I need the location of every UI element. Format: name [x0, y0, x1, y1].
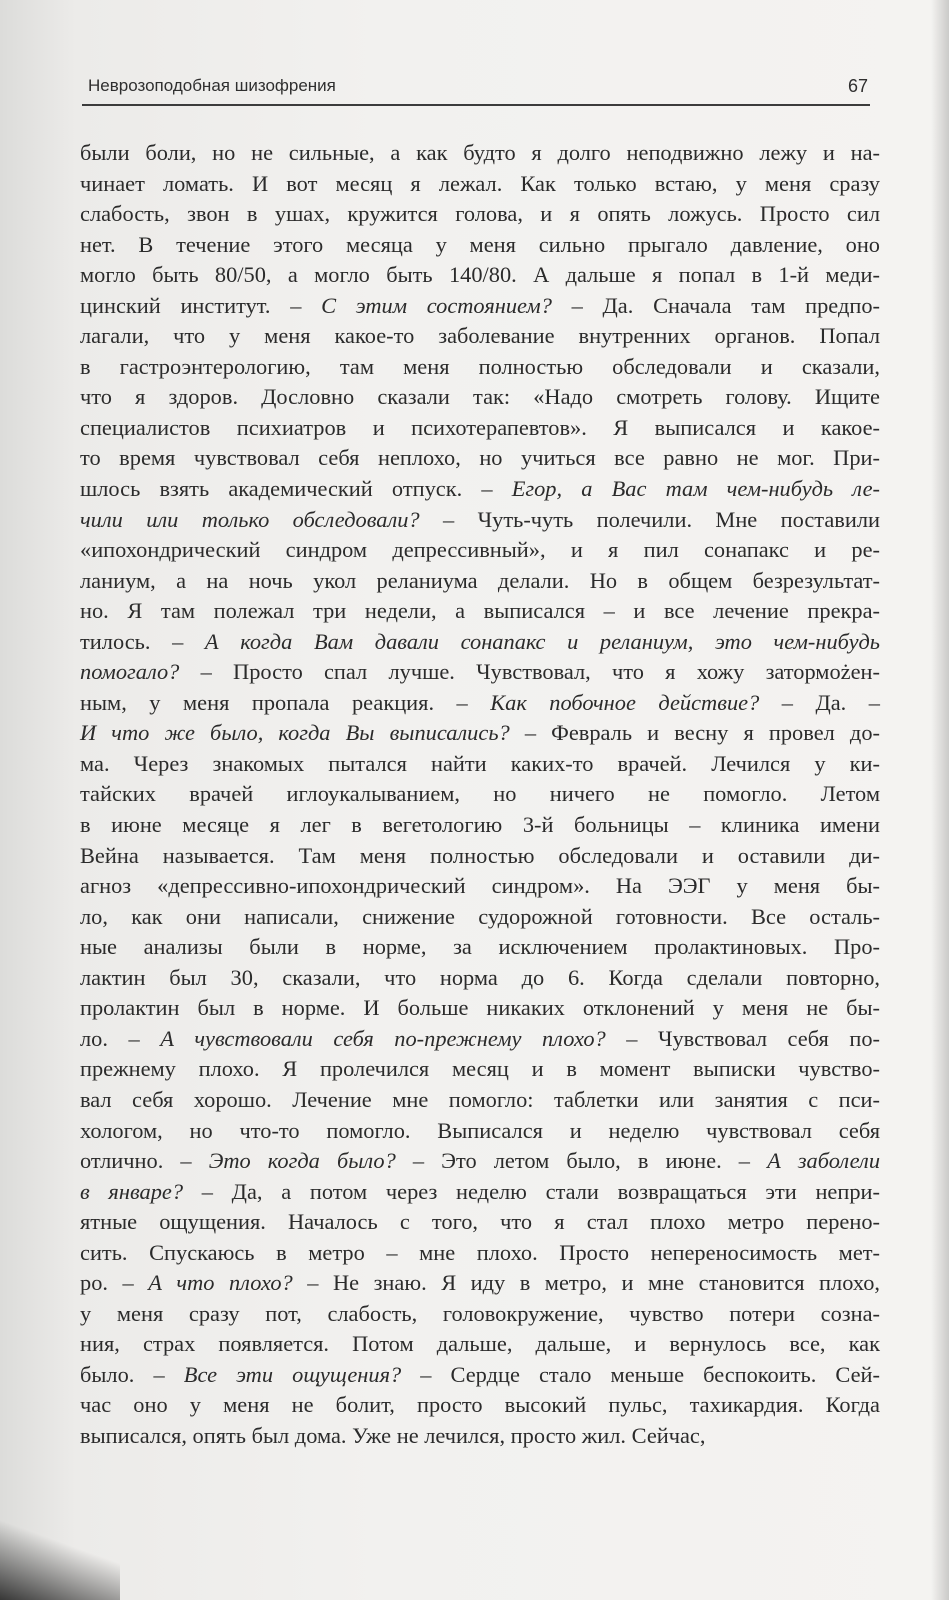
text-line [80, 443, 880, 474]
text-segment: что я здоров. Дословно сказали так: «Надо смотреть голову. Ищите [80, 384, 880, 410]
text-line [80, 657, 880, 688]
text-line [80, 230, 880, 261]
text-segment: в июне месяце я лег в вегетологию 3-й больницы – клиника имени [80, 812, 880, 838]
text-segment: цинский институт. – [80, 292, 322, 318]
text-segment: выписался, опять был дома. Уже не лечился, просто жил. Сейчас, [80, 1422, 706, 1448]
interviewer-question: Все эти ощущения? [183, 1361, 402, 1387]
text-segment: шлось взять академический отпуск. – [80, 476, 512, 502]
text-segment: ным, у меня пропала реакция. – [80, 689, 491, 715]
text-segment: час оно у меня не болит, просто высокий пульс, тахикардия. Когда [80, 1392, 880, 1418]
interviewer-question: А что плохо? [148, 1270, 293, 1296]
text-line [80, 1146, 880, 1177]
text-segment: чинает ломать. И вот месяц я лежал. Как только встаю, у меня сразу [80, 170, 880, 196]
text-line [80, 413, 880, 444]
text-segment: нет. В течение этого месяца у меня сильно прыгало давление, оно [80, 231, 880, 257]
text-line [80, 138, 880, 169]
body-text [80, 138, 880, 1452]
text-segment: – Да, а потом через неделю стали возвращаться эти непри- [183, 1178, 880, 1204]
text-line [80, 1299, 880, 1330]
text-line [80, 1085, 880, 1116]
text-line [80, 474, 880, 505]
text-segment: ланиум, а на ночь укол реланиума делали. Но в общем безрезультат- [80, 567, 880, 593]
text-line [80, 321, 880, 352]
text-segment: – Чувствовал себя по- [605, 1025, 880, 1051]
page-edge-shadow [931, 0, 949, 1600]
text-line [80, 1390, 880, 1421]
page-number: 67 [847, 76, 868, 96]
text-segment: – Да. – [759, 689, 880, 715]
text-line [80, 505, 880, 536]
text-line [80, 749, 880, 780]
text-segment: лактин был 30, сказали, что норма до 6. Когда сделали повторно, [80, 964, 880, 990]
text-segment: сить. Спускаюсь в метро – мне плохо. Просто непереносимость мет- [80, 1239, 880, 1265]
interviewer-question: А когда Вам давали сонапакс и реланиум, это чем-нибудь [204, 628, 880, 654]
text-segment: вал себя хорошо. Лечение мне помогло: таблетки или занятия с пси- [80, 1086, 880, 1112]
text-line [80, 535, 880, 566]
interviewer-question: в январе? [80, 1178, 184, 1204]
text-segment: были боли, но не сильные, а как будто я долго неподвижно лежу и на- [80, 140, 880, 165]
interviewer-question: А заболели [767, 1148, 881, 1174]
text-line [80, 1360, 880, 1391]
text-segment: было. – [80, 1361, 184, 1387]
text-line [80, 1421, 880, 1452]
text-segment: лагали, что у меня какое-то заболевание внутренних органов. Попал [80, 323, 880, 349]
interviewer-question: А чувствовали себя по-прежнему плохо? [160, 1025, 606, 1051]
text-line [80, 566, 880, 597]
text-segment: тайских врачей иглоукалыванием, но ничего не помогло. Летом [80, 781, 880, 807]
text-segment: ные анализы были в норме, за исключением пролактиновых. Про- [80, 934, 880, 960]
text-segment: – Просто спал лучше. Чувствовал, что я хожу затормożен- [179, 659, 880, 685]
text-line [80, 810, 880, 841]
text-line [80, 627, 880, 658]
text-segment: пролактин был в норме. И больше никаких отклонений у меня не бы- [80, 995, 880, 1021]
text-line [80, 596, 880, 627]
text-segment: ло, как они написали, снижение судорожной готовности. Все осталь- [80, 903, 880, 929]
text-line [80, 841, 880, 872]
page-header [82, 74, 870, 106]
text-segment: могло быть 80/50, а могло быть 140/80. А дальше я попал в 1-й меди- [80, 262, 880, 288]
text-segment: слабость, звон в ушах, кружится голова, и я опять ложусь. Просто сил [80, 201, 880, 227]
text-line [80, 871, 880, 902]
text-segment: хологом, но что-то помогло. Выписался и неделю чувствовал себя [80, 1117, 880, 1143]
text-segment: – Это летом было, в июне. – [395, 1148, 768, 1174]
binding-shadow [0, 1510, 120, 1600]
text-line [80, 199, 880, 230]
text-line [80, 688, 880, 719]
text-segment: – Не знаю. Я иду в метро, и мне становится плохо, [292, 1270, 880, 1296]
text-segment: «ипохондрический синдром депрессивный», и я пил сонапакс и ре- [80, 537, 880, 563]
text-line [80, 1024, 880, 1055]
text-line [80, 1238, 880, 1269]
text-line [80, 1207, 880, 1238]
text-segment: тилось. – [80, 628, 205, 654]
text-segment: ния, страх появляется. Потом дальше, дальше, и вернулось все, как [80, 1331, 880, 1357]
text-line [80, 260, 880, 291]
text-segment: ятные ощущения. Началось с того, что я стал плохо метро перено- [80, 1209, 880, 1235]
interviewer-question: С этим состоянием? [321, 292, 552, 318]
text-line [80, 718, 880, 749]
text-segment: то время чувствовал себя неплохо, но учиться все равно не мог. При- [80, 445, 880, 471]
text-line [80, 902, 880, 933]
interviewer-question: Это когда было? [208, 1148, 396, 1174]
text-line [80, 993, 880, 1024]
text-segment: прежнему плохо. Я пролечился месяц и в момент выписки чувство- [80, 1056, 880, 1082]
text-segment: специалистов психиатров и психотерапевтов». Я выписался и какое- [80, 414, 880, 440]
running-head: Неврозоподобная шизофрения [88, 76, 336, 95]
text-segment: отлично. – [80, 1148, 209, 1174]
interviewer-question: И что же было, когда Вы выписались? [80, 720, 510, 746]
text-line [80, 1054, 880, 1085]
text-line [80, 1177, 880, 1208]
text-line [80, 963, 880, 994]
interviewer-question: чили или только обследовали? [80, 506, 420, 532]
interviewer-question: Как побочное действие? [490, 689, 760, 715]
interviewer-question: помогало? [80, 659, 180, 685]
text-segment: но. Я там полежал три недели, а выписался – и все лечение прекра- [80, 598, 880, 624]
text-segment: в гастроэнтерологию, там меня полностью обследовали и сказали, [80, 353, 880, 379]
text-segment: ро. – [80, 1270, 149, 1296]
text-line [80, 352, 880, 383]
text-segment: – Сердце стало меньше беспокоить. Сей- [401, 1361, 880, 1387]
text-segment: – Да. Сначала там предпо- [551, 292, 880, 318]
text-line [80, 1329, 880, 1360]
text-segment: у меня сразу пот, слабость, головокружение, чувство потери созна- [80, 1300, 880, 1326]
text-segment: ма. Через знакомых пытался найти каких-то врачей. Лечился у ки- [80, 750, 880, 776]
text-line [80, 291, 880, 322]
text-line [80, 382, 880, 413]
text-line [80, 1268, 880, 1299]
text-line [80, 169, 880, 200]
text-segment: агноз «депрессивно-ипохондрический синдром». На ЭЭГ у меня бы- [80, 873, 880, 899]
interviewer-question: Егор, а Вас там чем-нибудь ле- [511, 476, 880, 502]
text-segment: ло. – [80, 1025, 161, 1051]
text-segment: Вейна называется. Там меня полностью обследовали и оставили ди- [80, 842, 880, 868]
text-segment: – Чуть-чуть полечили. Мне поставили [419, 506, 880, 532]
text-segment: – Февраль и весну я провел до- [509, 720, 880, 746]
text-line [80, 1116, 880, 1147]
text-line [80, 779, 880, 810]
text-line [80, 932, 880, 963]
